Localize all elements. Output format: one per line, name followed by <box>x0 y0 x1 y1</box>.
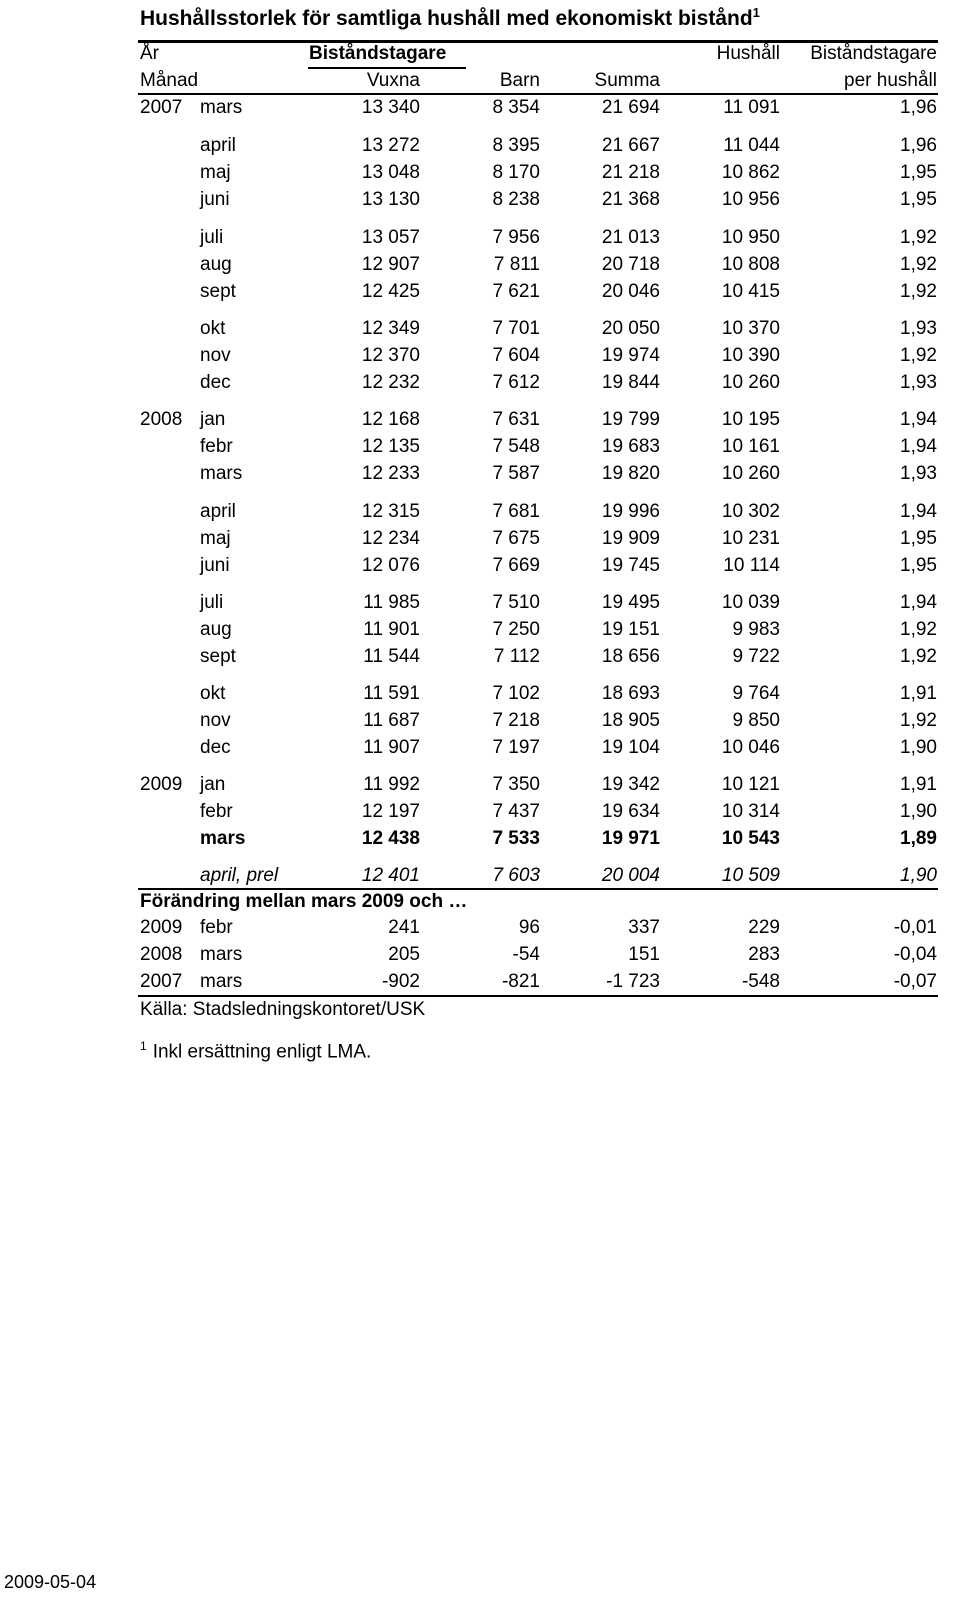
cell-barn: 7 350 <box>492 774 540 795</box>
cell-summa: 19 104 <box>601 737 660 758</box>
cell-hushall: 10 302 <box>721 501 780 522</box>
cell-year: 2009 <box>140 774 183 795</box>
cell-barn: 8 395 <box>492 135 540 156</box>
cell-hushall: 10 260 <box>721 372 780 393</box>
cell-vuxna: 12 168 <box>361 409 420 430</box>
bistand-underline <box>308 67 466 69</box>
cell-per-hushall: 1,94 <box>900 409 937 430</box>
cell-barn: 8 354 <box>492 97 540 118</box>
header-month: Månad <box>140 70 199 91</box>
header-summa: Summa <box>594 70 660 91</box>
cell-per-hushall: 1,95 <box>900 528 937 549</box>
cell-per-hushall: 1,92 <box>900 281 937 302</box>
cell-summa: 19 745 <box>601 555 660 576</box>
cell-month: dec <box>200 737 231 758</box>
cell-hushall: 10 039 <box>721 592 780 613</box>
cell-hushall: 9 722 <box>732 646 780 667</box>
cell-barn: 7 587 <box>492 463 540 484</box>
cell-month: april <box>200 135 236 156</box>
cell-per-hushall: 1,92 <box>900 646 937 667</box>
cell-vuxna: 12 370 <box>361 345 420 366</box>
cell-barn: 7 112 <box>493 646 540 667</box>
cell-hushall: 11 044 <box>723 135 780 156</box>
cell-month: maj <box>200 528 231 549</box>
cell-year: 2007 <box>140 97 183 118</box>
cell-barn: 7 956 <box>492 227 540 248</box>
cell-per-hushall: 1,92 <box>900 710 937 731</box>
cell-vuxna: 11 992 <box>363 774 420 795</box>
cell-vuxna: 12 197 <box>361 801 420 822</box>
cell-summa: 19 971 <box>601 828 660 849</box>
cell-vuxna: 13 340 <box>361 97 420 118</box>
cell-hushall: 10 370 <box>721 318 780 339</box>
table-bottom-rule <box>138 888 938 890</box>
cell-per-hushall: 1,92 <box>900 619 937 640</box>
cell-hushall: 10 121 <box>721 774 780 795</box>
cell-per-hushall: 1,94 <box>900 592 937 613</box>
cell-hushall: 10 509 <box>721 865 780 886</box>
cell-month: okt <box>200 683 226 704</box>
cell-month: nov <box>200 345 231 366</box>
cell-per-hushall: 1,91 <box>900 774 937 795</box>
cell-per-hushall: -0,07 <box>893 971 937 992</box>
cell-month: mars <box>200 97 243 118</box>
header-vuxna: Vuxna <box>366 70 420 91</box>
cell-hushall: 10 046 <box>721 737 780 758</box>
cell-summa: 19 683 <box>601 436 660 457</box>
cell-summa: 21 667 <box>601 135 660 156</box>
cell-summa: 19 342 <box>601 774 660 795</box>
cell-vuxna: 12 234 <box>361 528 420 549</box>
cell-barn: 7 701 <box>492 318 540 339</box>
cell-summa: 19 844 <box>601 372 660 393</box>
cell-barn: 7 621 <box>492 281 540 302</box>
cell-barn: 7 510 <box>492 592 540 613</box>
cell-month: april, prel <box>200 865 279 886</box>
cell-vuxna: 11 985 <box>363 592 420 613</box>
cell-per-hushall: 1,95 <box>900 555 937 576</box>
cell-vuxna: 12 315 <box>361 501 420 522</box>
cell-barn: 7 437 <box>492 801 540 822</box>
cell-month: febr <box>200 801 233 822</box>
source-note: Källa: Stadsledningskontoret/USK <box>140 999 426 1020</box>
cell-vuxna: 12 232 <box>361 372 420 393</box>
cell-barn: 7 811 <box>493 254 540 275</box>
cell-year: 2008 <box>140 409 183 430</box>
cell-vuxna: 12 135 <box>361 436 420 457</box>
cell-barn: 96 <box>518 917 540 938</box>
cell-month: sept <box>200 281 236 302</box>
cell-month: dec <box>200 372 231 393</box>
cell-summa: 20 050 <box>601 318 660 339</box>
cell-summa: 18 693 <box>601 683 660 704</box>
change-section-title: Förändring mellan mars 2009 och … <box>140 891 468 912</box>
cell-summa: 337 <box>628 917 660 938</box>
cell-month: juli <box>200 592 224 613</box>
cell-per-hushall: 1,96 <box>900 97 937 118</box>
cell-hushall: 10 950 <box>721 227 780 248</box>
cell-month: febr <box>200 436 233 457</box>
cell-vuxna: 13 130 <box>361 189 420 210</box>
cell-vuxna: 13 048 <box>361 162 420 183</box>
cell-per-hushall: 1,95 <box>900 189 937 210</box>
cell-per-hushall: 1,92 <box>900 227 937 248</box>
cell-month: mars <box>200 971 243 992</box>
cell-hushall: 10 415 <box>721 281 780 302</box>
cell-vuxna: 11 544 <box>363 646 420 667</box>
cell-month: maj <box>200 162 231 183</box>
cell-summa: 151 <box>628 944 660 965</box>
cell-barn: 7 102 <box>492 683 540 704</box>
header-per-hushall: per hushåll <box>844 70 937 91</box>
cell-per-hushall: 1,93 <box>900 372 937 393</box>
page-title: Hushållsstorlek för samtliga hushåll med ekonomiskt bistånd$^1$ <box>140 5 760 30</box>
cell-barn: 7 604 <box>492 345 540 366</box>
cell-year: 2009 <box>140 917 183 938</box>
cell-summa: 19 996 <box>601 501 660 522</box>
cell-per-hushall: 1,94 <box>900 436 937 457</box>
cell-summa: 21 694 <box>601 97 660 118</box>
cell-hushall: 10 231 <box>721 528 780 549</box>
cell-hushall: 10 862 <box>721 162 780 183</box>
header-hushall: Hushåll <box>716 43 780 64</box>
footnote: $^1$ Inkl ersättning enligt LMA. <box>140 1039 372 1063</box>
header-bist-per: Biståndstagare <box>810 43 937 64</box>
cell-vuxna: 12 076 <box>361 555 420 576</box>
cell-summa: -1 723 <box>606 971 660 992</box>
cell-summa: 19 151 <box>601 619 660 640</box>
cell-month: april <box>200 501 236 522</box>
cell-per-hushall: 1,91 <box>900 683 937 704</box>
print-date: 2009-05-04 <box>4 1572 97 1592</box>
cell-hushall: 10 390 <box>721 345 780 366</box>
cell-barn: 7 250 <box>492 619 540 640</box>
cell-month: jan <box>200 774 226 795</box>
cell-vuxna: 11 687 <box>363 710 420 731</box>
cell-summa: 21 218 <box>601 162 660 183</box>
cell-barn: 7 669 <box>492 555 540 576</box>
cell-per-hushall: 1,92 <box>900 345 937 366</box>
cell-hushall: 11 091 <box>723 97 780 118</box>
cell-vuxna: 12 438 <box>361 828 420 849</box>
cell-hushall: 10 314 <box>721 801 780 822</box>
cell-summa: 20 004 <box>601 865 660 886</box>
cell-barn: 8 238 <box>492 189 540 210</box>
cell-per-hushall: 1,90 <box>900 865 937 886</box>
cell-per-hushall: 1,92 <box>900 254 937 275</box>
cell-summa: 18 656 <box>601 646 660 667</box>
cell-vuxna: 12 401 <box>361 865 420 886</box>
cell-per-hushall: -0,01 <box>893 917 937 938</box>
cell-month: nov <box>200 710 231 731</box>
cell-barn: 7 197 <box>492 737 540 758</box>
cell-summa: 19 909 <box>601 528 660 549</box>
cell-per-hushall: 1,89 <box>900 828 937 849</box>
cell-hushall: -548 <box>741 971 780 992</box>
cell-per-hushall: 1,93 <box>900 463 937 484</box>
cell-per-hushall: -0,04 <box>893 944 937 965</box>
cell-summa: 19 974 <box>601 345 660 366</box>
cell-year: 2008 <box>140 944 183 965</box>
cell-hushall: 10 543 <box>721 828 780 849</box>
cell-month: mars <box>200 944 243 965</box>
cell-barn: 7 533 <box>492 828 540 849</box>
cell-barn: 7 603 <box>492 865 540 886</box>
cell-barn: 7 675 <box>492 528 540 549</box>
cell-month: aug <box>200 619 232 640</box>
header-year: År <box>140 43 159 64</box>
cell-barn: 7 548 <box>492 436 540 457</box>
cell-hushall: 9 983 <box>732 619 780 640</box>
cell-summa: 21 368 <box>601 189 660 210</box>
cell-hushall: 283 <box>748 944 780 965</box>
cell-barn: -821 <box>501 971 540 992</box>
cell-month: aug <box>200 254 232 275</box>
cell-vuxna: 11 591 <box>363 683 420 704</box>
cell-month: mars <box>200 463 243 484</box>
header-bistand: Biståndstagare <box>309 43 447 64</box>
cell-summa: 20 046 <box>601 281 660 302</box>
cell-hushall: 9 764 <box>732 683 780 704</box>
cell-per-hushall: 1,90 <box>900 737 937 758</box>
cell-vuxna: -902 <box>381 971 420 992</box>
cell-month: sept <box>200 646 236 667</box>
header-bottom-rule <box>138 93 938 95</box>
cell-summa: 19 634 <box>601 801 660 822</box>
cell-hushall: 10 195 <box>721 409 780 430</box>
cell-vuxna: 13 057 <box>361 227 420 248</box>
cell-vuxna: 12 349 <box>361 318 420 339</box>
cell-summa: 19 495 <box>601 592 660 613</box>
cell-vuxna: 12 425 <box>361 281 420 302</box>
cell-vuxna: 12 233 <box>361 463 420 484</box>
cell-summa: 19 799 <box>601 409 660 430</box>
cell-per-hushall: 1,94 <box>900 501 937 522</box>
cell-vuxna: 241 <box>388 917 420 938</box>
cell-month: febr <box>200 917 233 938</box>
cell-month: okt <box>200 318 226 339</box>
cell-vuxna: 11 901 <box>363 619 420 640</box>
cell-per-hushall: 1,95 <box>900 162 937 183</box>
cell-barn: 7 681 <box>492 501 540 522</box>
cell-month: juni <box>200 189 230 210</box>
cell-hushall: 10 956 <box>721 189 780 210</box>
cell-summa: 18 905 <box>601 710 660 731</box>
cell-hushall: 10 161 <box>721 436 780 457</box>
cell-barn: 7 631 <box>492 409 540 430</box>
cell-summa: 20 718 <box>601 254 660 275</box>
cell-vuxna: 11 907 <box>363 737 420 758</box>
change-bottom-rule <box>138 995 938 997</box>
cell-per-hushall: 1,90 <box>900 801 937 822</box>
cell-month: juni <box>200 555 230 576</box>
cell-barn: 8 170 <box>492 162 540 183</box>
cell-hushall: 10 260 <box>721 463 780 484</box>
cell-year: 2007 <box>140 971 183 992</box>
cell-month: mars <box>200 828 246 849</box>
cell-hushall: 10 114 <box>723 555 780 576</box>
cell-barn: 7 612 <box>492 372 540 393</box>
cell-summa: 19 820 <box>601 463 660 484</box>
cell-vuxna: 205 <box>388 944 420 965</box>
cell-month: juli <box>200 227 224 248</box>
cell-month: jan <box>200 409 226 430</box>
cell-summa: 21 013 <box>601 227 660 248</box>
cell-vuxna: 13 272 <box>361 135 420 156</box>
cell-per-hushall: 1,96 <box>900 135 937 156</box>
cell-barn: 7 218 <box>492 710 540 731</box>
cell-vuxna: 12 907 <box>361 254 420 275</box>
header-barn: Barn <box>499 70 540 91</box>
cell-hushall: 229 <box>748 917 780 938</box>
cell-hushall: 10 808 <box>721 254 780 275</box>
cell-barn: -54 <box>512 944 540 965</box>
cell-per-hushall: 1,93 <box>900 318 937 339</box>
cell-hushall: 9 850 <box>732 710 780 731</box>
